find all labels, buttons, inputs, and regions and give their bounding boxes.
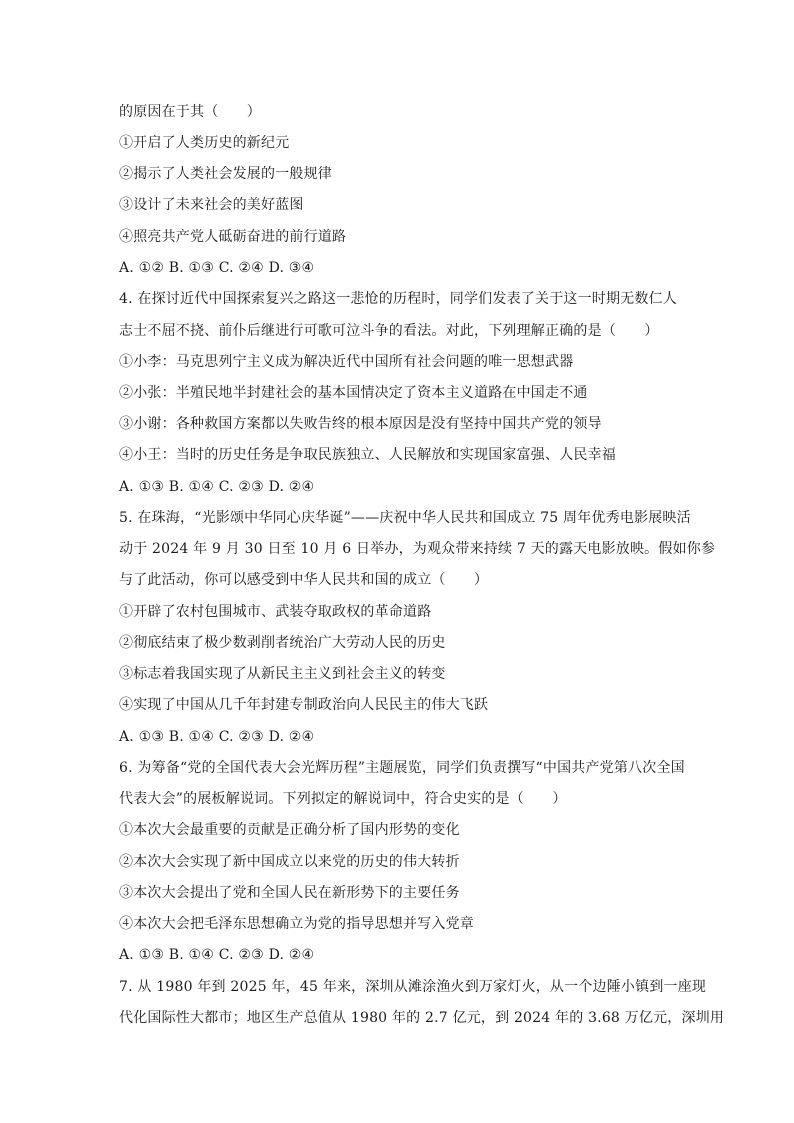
answer-choices: A. ①③ B. ①④ C. ②③ D. ②④ bbox=[119, 729, 315, 745]
answer-choices: A. ①② B. ①③ C. ②④ D. ③④ bbox=[119, 260, 315, 276]
option-item: ①小李：马克思列宁主义成为解决近代中国所有社会问题的唯一思想武器 bbox=[119, 354, 574, 370]
question-5-stem: 5. 在珠海，“光影颂中华同心庆华诞”——庆祝中华人民共和国成立 75 周年优秀电影展映活 bbox=[119, 510, 691, 526]
option-item: ②本次大会实现了新中国成立以来党的历史的伟大转折 bbox=[119, 854, 460, 870]
option-item: ②小张：半殖民地半封建社会的基本国情决定了资本主义道路在中国走不通 bbox=[119, 385, 588, 401]
question-5-stem: 动于 2024 年 9 月 30 日至 10 月 6 日举办，为观众带来持续 7 天的露天电影放映。假如你参 bbox=[119, 541, 716, 557]
option-item: ③小谢：各种救国方案都以失败告终的根本原因是没有坚持中国共产党的领导 bbox=[119, 416, 602, 432]
option-item: ④本次大会把毛泽东思想确立为党的指导思想并写入党章 bbox=[119, 916, 474, 932]
option-item: ③设计了未来社会的美好蓝图 bbox=[119, 197, 304, 213]
answer-choices: A. ①③ B. ①④ C. ②③ D. ②④ bbox=[119, 947, 315, 963]
option-item: ④小王：当时的历史任务是争取民族独立、人民解放和实现国家富强、人民幸福 bbox=[119, 447, 616, 463]
question-7-stem: 7. 从 1980 年到 2025 年，45 年来，深圳从滩涂渔火到万家灯火，从一个边陲小镇到一座现 bbox=[119, 979, 707, 995]
answer-choices: A. ①③ B. ①④ C. ②③ D. ②④ bbox=[119, 479, 315, 495]
option-item: ③标志着我国实现了从新民主主义到社会主义的转变 bbox=[119, 666, 446, 682]
option-item: ①本次大会最重要的贡献是正确分析了国内形势的变化 bbox=[119, 822, 460, 838]
option-item: ①开启了人类历史的新纪元 bbox=[119, 135, 290, 151]
option-item: ③本次大会提出了党和全国人民在新形势下的主要任务 bbox=[119, 885, 460, 901]
option-item: ④实现了中国从几千年封建专制政治向人民民主的伟大飞跃 bbox=[119, 697, 489, 713]
option-item: ②揭示了人类社会发展的一般规律 bbox=[119, 166, 332, 182]
question-4-stem: 志士不屈不挠、前仆后继进行可歌可泣斗争的看法。对此，下列理解正确的是（ ） bbox=[119, 323, 659, 339]
option-item: ④照亮共产党人砥砺奋进的前行道路 bbox=[119, 229, 347, 245]
question-6-stem: 6. 为筹备“党的全国代表大会光辉历程”主题展览，同学们负责撰写“中国共产党第八次全国 bbox=[119, 760, 685, 776]
question-5-stem: 与了此活动，你可以感受到中华人民共和国的成立（ ） bbox=[119, 572, 489, 588]
question-7-stem: 代化国际性大都市；地区生产总值从 1980 年的 2.7 亿元，到 2024 年的 3.68 万亿元，深圳用 bbox=[119, 1010, 725, 1026]
option-item: ②彻底结束了极少数剥削者统治广大劳动人民的历史 bbox=[119, 635, 446, 651]
question-4-stem: 4. 在探讨近代中国探索复兴之路这一悲怆的历程时，同学们发表了关于这一时期无数仁人 bbox=[119, 291, 678, 307]
question-6-stem: 代表大会”的展板解说词。下列拟定的解说词中，符合史实的是（ ） bbox=[119, 791, 567, 807]
option-item: ①开辟了农村包围城市、武装夺取政权的革命道路 bbox=[119, 604, 432, 620]
question-3-stem-end: 的原因在于其（ ） bbox=[119, 104, 261, 120]
